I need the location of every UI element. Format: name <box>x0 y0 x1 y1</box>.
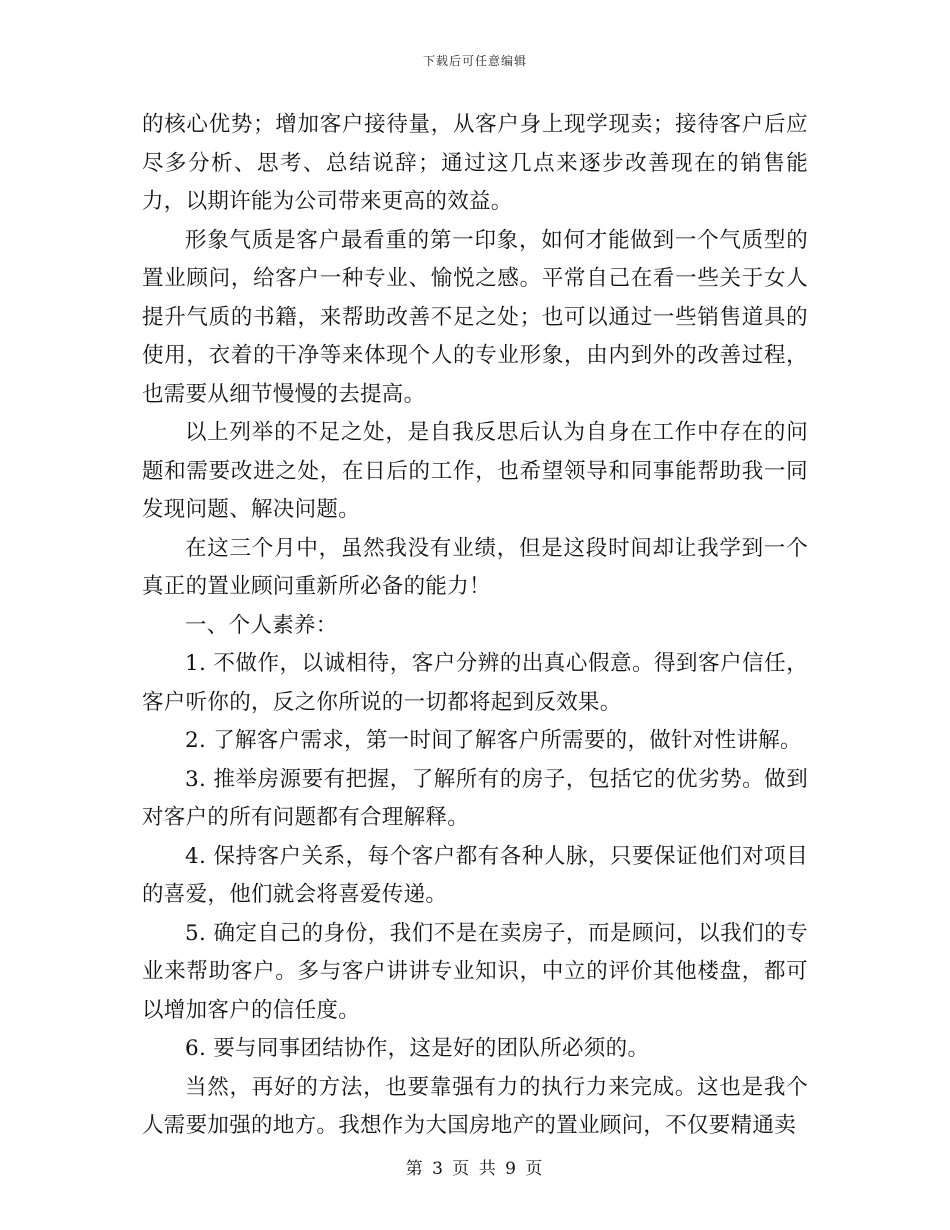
list-item-2: 2. 了解客户需求，第一时间了解客户所需要的，做针对性讲解。 <box>185 728 802 753</box>
page-header: 下载后可任意编辑 <box>422 54 527 68</box>
list-item-6: 6. 要与同事团结协作，这是好的团队所必须的。 <box>185 1036 650 1061</box>
list-item-5: 5. 确定自己的身份，我们不是在卖房子，而是顾问，以我们的专业来帮助客户。多与客户讲讲专业知识，中立的评价其他楼盘，都可以增加客户的信任度。 <box>142 920 808 1023</box>
document-body <box>142 106 808 1146</box>
paragraph-1: 的核心优势；增加客户接待量，从客户身上现学现卖；接待客户后应尽多分析、思考、总结说辞；通过这几点来逐步改善现在的销售能力，以期许能为公司带来更高的效益。 <box>142 112 808 214</box>
paragraph-4: 在这三个月中，虽然我没有业绩，但是这段时间却让我学到一个真正的置业顾问重新所必备的能力！ <box>142 535 808 599</box>
page-footer-page-number: 第 3 页 共 9 页 <box>405 1159 545 1179</box>
list-item-3: 3. 推举房源要有把握，了解所有的房子，包括它的优劣势。做到对客户的所有问题都有合理解释。 <box>142 766 808 830</box>
paragraph-3: 以上列举的不足之处，是自我反思后认为自身在工作中存在的问题和需要改进之处，在日后的工作，也希望领导和同事能帮助我一同发现问题、解决问题。 <box>142 420 808 522</box>
section-heading-personal-quality: 一、个人素养： <box>185 612 338 638</box>
paragraph-closing: 当然，再好的方法，也要靠强有力的执行力来完成。这也是我个人需要加强的地方。我想作为大国房地产的置业顾问，不仅要精通卖 <box>142 1074 808 1138</box>
paragraph-2: 形象气质是客户最看重的第一印象，如何才能做到一个气质型的置业顾问，给客户一种专业、愉悦之感。平常自己在看一些关于女人提升气质的书籍，来帮助改善不足之处；也可以通过一些销售道具的使用，衣着的干净等来体现个人的专业形象，由内到外的改善过程，也需要从细节慢慢的去提高。 <box>142 227 808 407</box>
list-item-1: 1. 不做作，以诚相待，客户分辨的出真心假意。得到客户信任，客户听你的，反之你所说的一切都将起到反效果。 <box>142 651 808 715</box>
list-item-4: 4. 保持客户关系，每个客户都有各种人脉，只要保证他们对项目的喜爱，他们就会将喜爱传递。 <box>142 843 808 907</box>
